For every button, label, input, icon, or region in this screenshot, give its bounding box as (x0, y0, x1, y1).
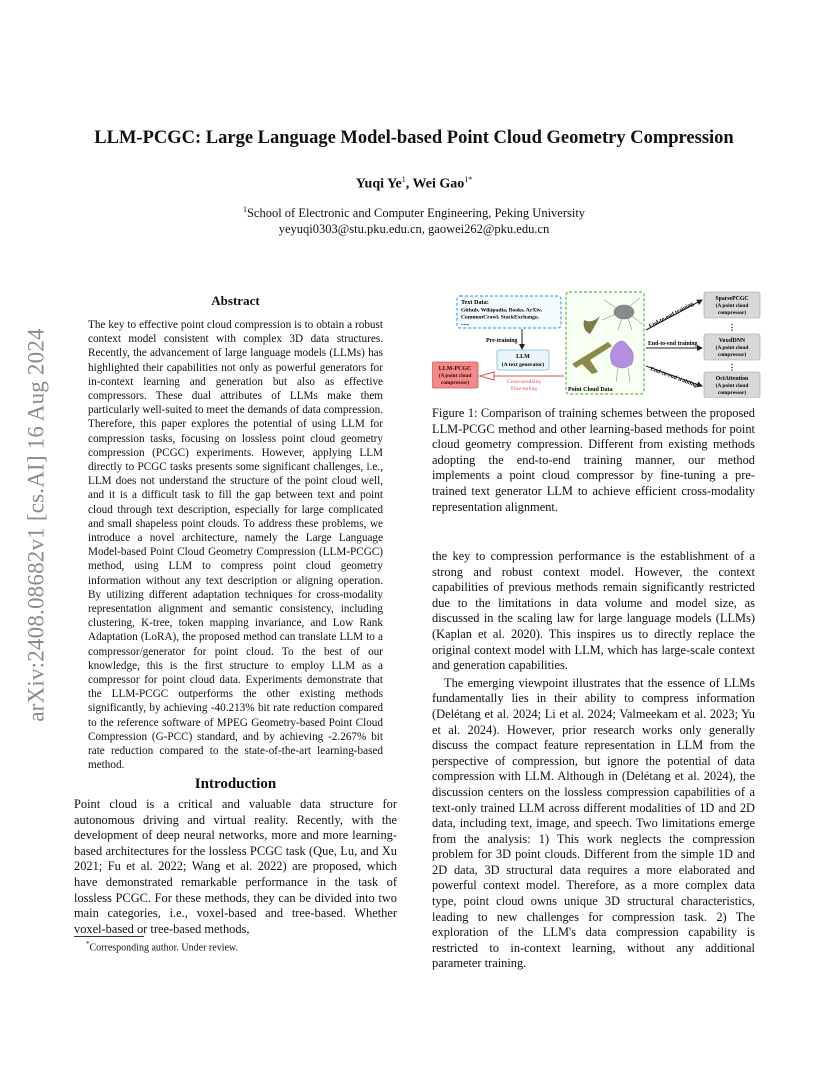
fine-tuning-label: Fine-tuning (510, 386, 538, 392)
abstract-text: The key to effective point cloud compression is to obtain a robust context model consistent with complex 3D data structures. Recently, the advancement of large language models (LLMs) has highlighted their capabilities not only as powerful generators for in-context learning and generation but also as effective compressors. These dual attributes of LLMs make them particularly well-suited to meet the demands of data compression. Therefore, this paper explores the potential of using LLM for compression tasks, focusing on lossless point cloud geometry compression (PCGC) experiments. However, applying LLM directly to PCGC tasks presents some significant challenges, i.e., LLM does not understand the structure of the point cloud well, and it is a difficult task to fill the gap between text and point cloud through text description, especially for large complicated and small shapeless point clouds. To address these problems, we introduce a novel architecture, namely the Large Language Model-based Point Cloud Geometry Compression (LLM-PCGC) method, using LLM to compress point cloud geometry information without any text description or aligning operation. By utilizing different adaptation techniques for cross-modality representation alignment and semantic consistency, including clustering, K-tree, token mapping invariance, and Low Rank Adaptation (LoRA), the proposed method can translate LLM to a compressor/generator for point cloud. To the best of our knowledge, this is the first structure to employ LLM as a compressor for point cloud data. Experiments demonstrate that the LLM-PCGC outperforms the other existing methods significantly, by achieving -40.213% bit rate reduction compared to the reference software of MPEG Geometry-based Point Cloud Compression (G-PCC) standard, and by achieving -2.267% bit rate reduction compared to the state-of-the-art learning-based method. (88, 319, 383, 772)
method-box-voxeldnn (704, 334, 760, 360)
abstract-heading: Abstract (211, 293, 260, 308)
author-name: Yuqi Ye (355, 176, 402, 192)
method-box-octattention (704, 372, 760, 398)
introduction-text: Point cloud is a critical and valuable data structure for autonomous driving and virtual reality. Recently, with the development of deep neural networks, more and more learning-based architectures for the lossless PCGC task (Que, Lu, and Xu 2021; Fu et al. 2022; Wang et al. 2022) are proposed, which have demonstrated remarkable performance in the task of lossless PCGC. For these methods, they can be divided into two main categories, i.e., voxel-based and tree-based. Whether voxel-based or tree-based methods, (74, 797, 397, 936)
author-affil-mark: 1 (401, 175, 406, 184)
ellipsis-vertical: ⋮ (728, 363, 736, 372)
method-name: SparsePCGC (715, 296, 749, 302)
method-desc: (A point cloud (715, 345, 749, 351)
method-desc: (A point cloud (715, 383, 749, 389)
e2e-label-top: End-to-end training (648, 301, 695, 330)
llm-pcgc-label: LLM-PCGC (438, 366, 472, 372)
author-affil-mark: 1* (464, 175, 473, 184)
method-desc: compressor) (717, 352, 747, 358)
author-list (0, 175, 828, 193)
method-name: VoxelDNN (718, 338, 746, 344)
paper-title: LLM-PCGC: Large Language Model-based Point Cloud Geometry Compression (94, 128, 734, 148)
affiliation (0, 202, 828, 237)
method-desc: compressor) (717, 390, 747, 396)
footnote-rule (74, 936, 144, 937)
pretraining-label: Pre-training (486, 338, 518, 344)
affiliation-institution (0, 202, 828, 221)
e2e-label-mid: End-to-end training (648, 341, 698, 347)
text-data-line: ...... (461, 321, 470, 327)
body-paragraph: the key to compression performance is the establishment of a strong and robust context model. However, the context capabilities of previous methods remain significantly restricted due to the limitations in data volume and model size, as discussed in the scaling law for large language models (LLMs) (Kaplan et al. 2020). This inspires us to directly replace the original context model with LLM, which has large-scale context and generation capabilities. (432, 549, 755, 673)
text-data-line: Github, Wikipadia, Books, ArXiv, (461, 307, 542, 314)
text-data-line: CommonCrawl, StackExchange, (461, 314, 539, 321)
text-data-title: Text Data: (461, 299, 489, 306)
affiliation-emails: yeyuqi0303@stu.pku.edu.cn, gaowei262@pku.edu.cn (278, 222, 550, 237)
llm-box (497, 350, 549, 370)
llm-label: LLM (516, 354, 530, 360)
arxiv-stamp (22, 290, 52, 760)
footnote (86, 940, 238, 953)
footnote-mark: * (86, 940, 90, 948)
llm-pcgc-sublabel: (A point cloud (438, 373, 472, 379)
method-name: OctAttention (715, 376, 749, 382)
arxiv-id: arXiv:2408.08682v1 [cs.AI] 16 Aug 2024 (24, 328, 50, 722)
llm-sublabel: (A text generator) (501, 362, 545, 368)
figure-1 (432, 290, 762, 398)
author-name: Wei Gao (412, 176, 465, 192)
llm-pcgc-box (432, 362, 478, 388)
method-desc: (A point cloud (715, 303, 749, 309)
affil-mark: 1 (242, 205, 247, 214)
text-data-box (457, 296, 561, 328)
author-separator: , (405, 176, 413, 192)
right-column-body (432, 549, 755, 972)
figure-caption: Figure 1: Comparison of training schemes between the proposed LLM-PCGC method and other learning-based methods for point cloud geometry compression. Different from existing methods adopting the end-to-end training manner, our method implements a point cloud compressor by fine-tuning a pre-trained text generator LLM to achieve efficient cross-modality representation alignment. (432, 406, 755, 514)
footnote-text: Corresponding author. Under review. (89, 942, 238, 954)
affiliation-name: School of Electronic and Computer Engineering, Peking University (246, 206, 586, 221)
ellipsis-vertical: ⋮ (728, 323, 736, 332)
e2e-label-bottom: End-to-end training (649, 366, 698, 389)
point-cloud-data-label: Point Cloud Data (568, 387, 613, 393)
method-box-sparsepcgc (704, 292, 760, 318)
cross-modality-label: Cross-modality (506, 379, 542, 385)
point-cloud-data-box (566, 292, 644, 394)
method-desc: compressor) (717, 310, 747, 316)
llm-pcgc-sublabel: compressor) (440, 380, 470, 386)
body-paragraph: The emerging viewpoint illustrates that the essence of LLMs fundamentally lies in their ability to compress information (Delétang et al. 2024; Li et al. 2024; Valmeekam et al. 2023; Yu et al. 2024). However, prior research works only generally discuss the compact feature representation in LLM from the perspective of compression, but ignore the potential of data compression with LLM. Although in (Delétang et al. 2024), the discussion centers on the lossless compression capabilities of a text-only trained LLM across different modalities of 1D and 2D data, including text, image, and speech. Two limitations emerge from the analysis: 1) This work neglects the compression problem for 3D point clouds. Different from the simple 1D and 2D data, 3D structural data requires a more elaborated and powerful context model. Therefore, as a more complex data type, point cloud owns unique 3D structural characteristics, leading to new challenges for compression task. 2) The exploration of the LLM's data compression capability is restricted to in-context learning, without any additional parameter training. (432, 675, 755, 971)
introduction-heading: Introduction (194, 776, 277, 792)
